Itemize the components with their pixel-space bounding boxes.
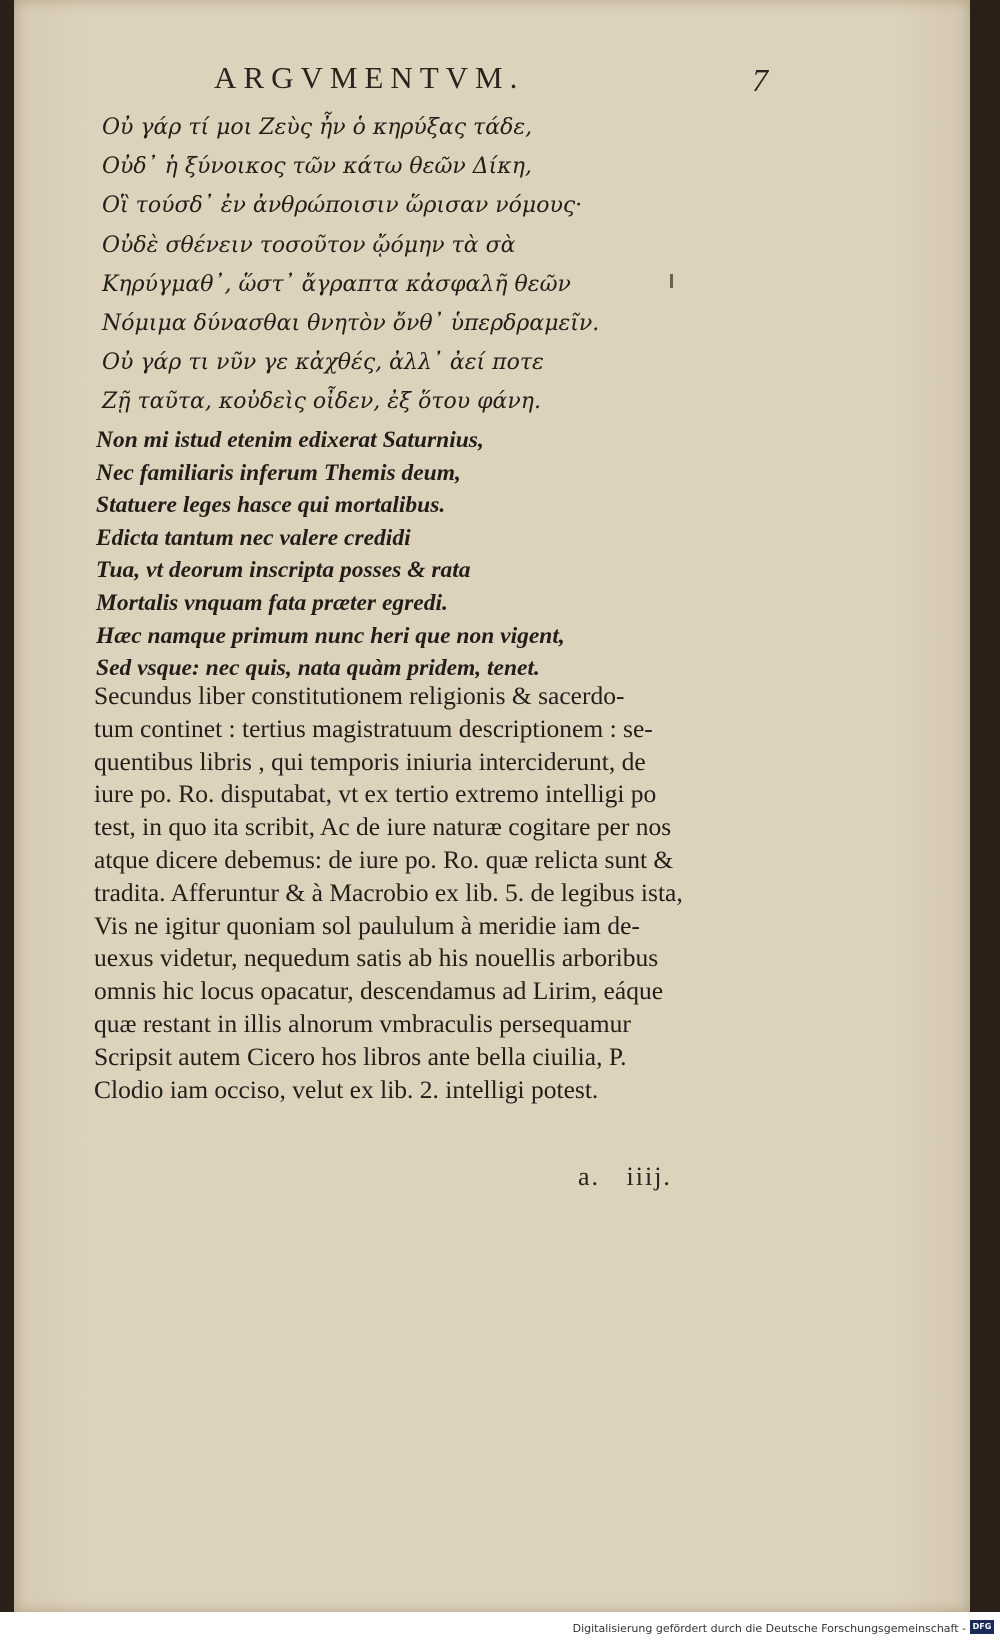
prose-line: Secundus liber constitutionem religionis & sacerdo- <box>94 681 625 710</box>
running-head: ARGVMENTVM. <box>214 60 525 95</box>
prose-line: atque dicere debemus: de iure po. Ro. quæ relicta sunt & <box>94 844 674 874</box>
greek-verse-line: Οὐ γάρ τί μοι Ζεὺς ἦν ὁ κηρύξας τάδε, <box>102 115 533 140</box>
prose-line: Vis ne igitur quoniam sol paululum à meridie iam de- <box>94 910 640 940</box>
latin-verse-block <box>96 424 716 685</box>
prose-line: Clodio iam occiso, velut ex lib. 2. intelligi potest. <box>94 1074 599 1104</box>
funding-credit: Digitalisierung gefördert durch die Deutsche Forschungsgemeinschaft - <box>572 1622 966 1635</box>
greek-verse-line: Οἳ τούσδ᾽ ἐν ἀνθρώποισιν ὥρισαν νόμους· <box>102 193 583 219</box>
prose-line: Scripsit autem Cicero hos libros ante bella ciuilia, P. <box>94 1041 627 1071</box>
latin-verse-line: Non mi istud etenim edixerat Saturnius, <box>96 427 484 453</box>
prose-line: uexus videtur, nequedum satis ab his nouellis arboribus <box>94 943 659 973</box>
greek-verse-line: Κηρύγμαθ᾽, ὥστ᾽ ἄγραπτα κἀσφαλῆ θεῶν <box>102 271 571 297</box>
page-number: 7 <box>752 62 768 98</box>
latin-verse-line: Nec familiaris inferum Themis deum, <box>96 459 461 486</box>
prose-line: omnis hic locus opacatur, descendamus ad Lirim, eáque <box>94 976 664 1006</box>
prose-paragraph <box>94 680 774 1106</box>
greek-verse-line: Οὐδὲ σθένειν τοσοῦτον ᾤόμην τὰ σὰ <box>102 232 516 258</box>
dfg-logo: DFG <box>970 1620 994 1634</box>
latin-verse-line: Statuere leges hasce qui mortalibus. <box>96 492 446 519</box>
prose-line: iure po. Ro. disputabat, vt ex tertio extremo intelligi po <box>94 779 657 809</box>
footer-bar <box>0 1612 1000 1645</box>
greek-verse-block <box>102 108 662 422</box>
prose-line: tum continet : tertius magistratuum descriptionem : se- <box>94 713 653 743</box>
prose-line: test, in quo ita scribit, Ac de iure naturæ cogitare per nos <box>94 812 672 842</box>
book-edge-right <box>970 0 1000 1612</box>
latin-verse-line: Tua, vt deorum inscripta posses & rata <box>96 557 471 584</box>
latin-verse-line: Mortalis vnquam fata præter egredi. <box>96 589 448 616</box>
greek-verse-line: Νόμιμα δύνασθαι θνητὸν ὄνθ᾽ ὑπερδραμεῖν. <box>102 311 600 337</box>
greek-verse-line: Οὐδ᾽ ἡ ξύνοικος τῶν κάτω θεῶν Δίκη, <box>102 154 532 180</box>
prose-line: quæ restant in illis alnorum vmbraculis persequamur <box>94 1008 631 1038</box>
prose-line: quentibus libris , qui temporis iniuria interciderunt, de <box>94 746 646 776</box>
ink-mark <box>670 274 673 288</box>
greek-verse-line: Οὐ γάρ τι νῦν γε κἀχθές, ἀλλ᾽ ἀεί ποτε <box>102 350 544 376</box>
latin-verse-line: Sed vsque: nec quis, nata quàm pridem, tenet. <box>96 655 540 682</box>
latin-verse-line: Hæc namque primum nunc heri que non vigent, <box>96 622 565 649</box>
greek-verse-line: Ζῇ ταῦτα, κοὐδεὶς οἶδεν, ἐξ ὅτου φάνη. <box>102 389 541 415</box>
prose-line: tradita. Afferuntur & à Macrobio ex lib. 5. de legibus ista, <box>94 877 683 907</box>
book-edge-left <box>0 0 14 1612</box>
latin-verse-line: Edicta tantum nec valere credidi <box>96 524 411 551</box>
signature-mark: a. iiij. <box>578 1162 672 1191</box>
